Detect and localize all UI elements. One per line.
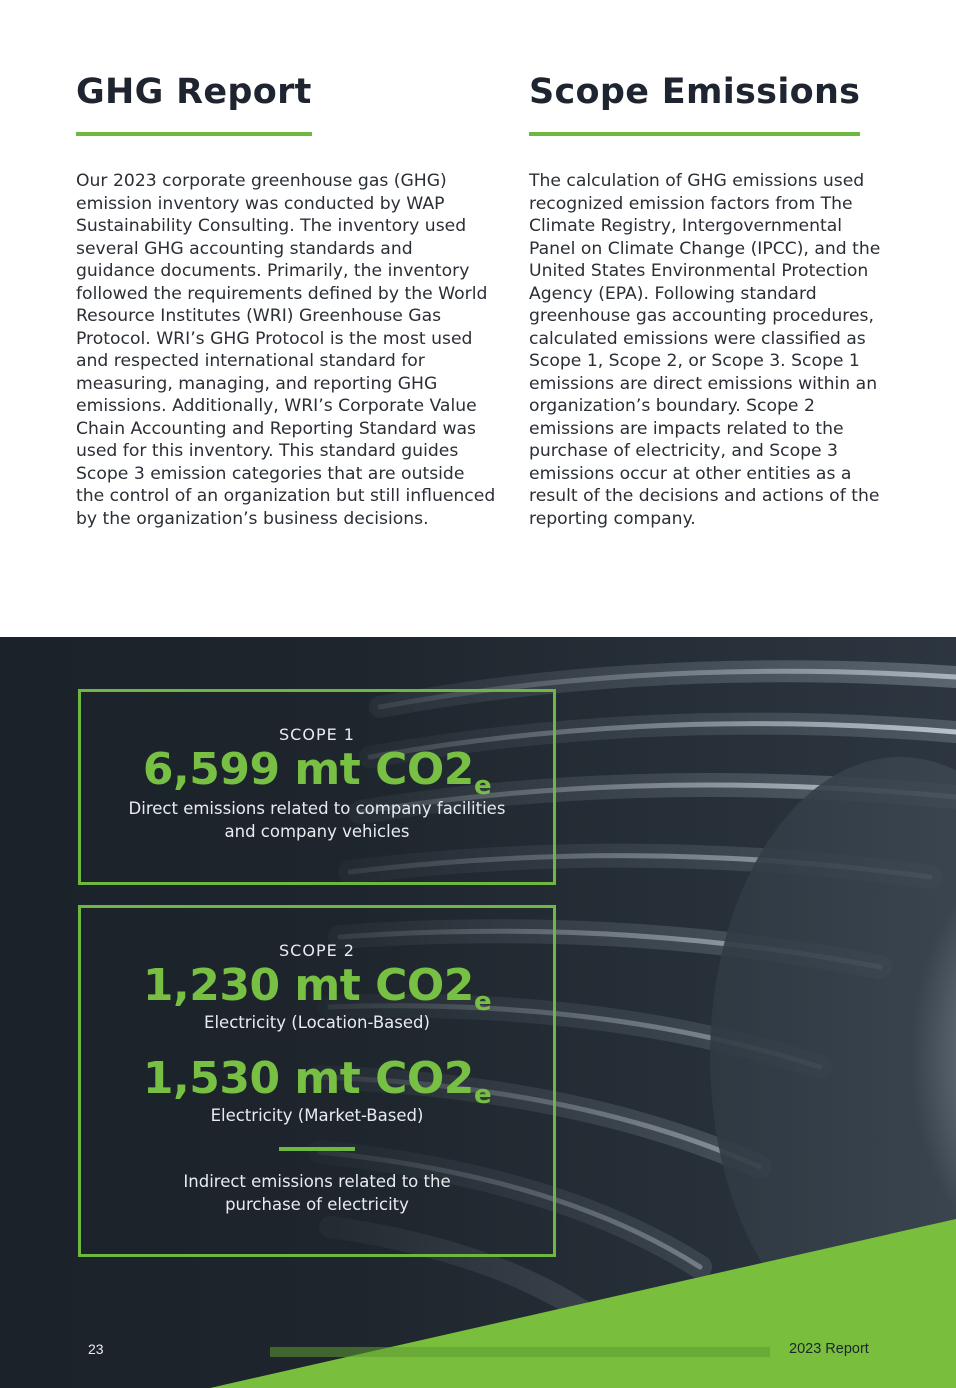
scope-2-market-label: Electricity (Market-Based) [210,1105,424,1125]
page-number: 23 [88,1341,104,1357]
ghg-report-section [76,70,496,530]
scope-2-divider [279,1147,355,1151]
scope-emissions-body: The calculation of GHG emissions used recognized emission factors from The Climate Registry, Intergovernmental Panel on Climate Change (IPCC), and the United States Environmental Protection Agency (EPA). Following standard greenhouse gas accounting procedures, calculated emissions were classified as Scope 1, Scope 2, or Scope 3. Scope 1 emissions are direct emissions within an organization’s boundary. Scope 2 emissions are impacts related to the purchase of electricity, and Scope 3 emissions occur at other entities as a result of the decisions and actions of the reporting company. [529,171,881,529]
ghg-report-title: GHG Report [76,70,312,136]
emissions-panel [0,637,956,1388]
scope-2-description: Indirect emissions related to the purchase of electricity [183,1172,451,1214]
scope-emissions-section [529,70,889,530]
scope-1-description: Direct emissions related to company facilities and company vehicles [128,799,506,841]
ghg-report-body: Our 2023 corporate greenhouse gas (GHG) emission inventory was conducted by WAP Sustainability Consulting. The inventory used several GHG accounting standards and guidance documents. Primarily, the inventory followed the requirements defined by the World Resource Institutes (WRI) Greenhouse Gas Protocol. WRI’s GHG Protocol is the most used and respected international standard for measuring, managing, and reporting GHG emissions. Additionally, WRI’s Corporate Value Chain Accounting and Reporting Standard was used for this inventory. This standard guides Scope 3 emission categories that are outside the control of an organization but still influenced by the organization’s business decisions. [76,171,496,529]
scope-emissions-title: Scope Emissions [529,70,860,136]
scope-2-card [78,905,556,1257]
scope-2-market-value: 1,530 mt $CO2_e$ [142,1052,492,1110]
scope-2-location-label: Electricity (Location-Based) [204,1013,430,1032]
scope-2-location-value: 1,230 mt $CO2_e$ [142,960,492,1017]
scope-1-label: SCOPE 1 [279,725,355,744]
scope-2-label: SCOPE 2 [279,941,355,960]
report-label: 2023 Report [789,1341,869,1357]
scope-1-card [78,689,556,885]
scope-1-value: 6,599 mt $CO2_e$ [142,744,492,801]
